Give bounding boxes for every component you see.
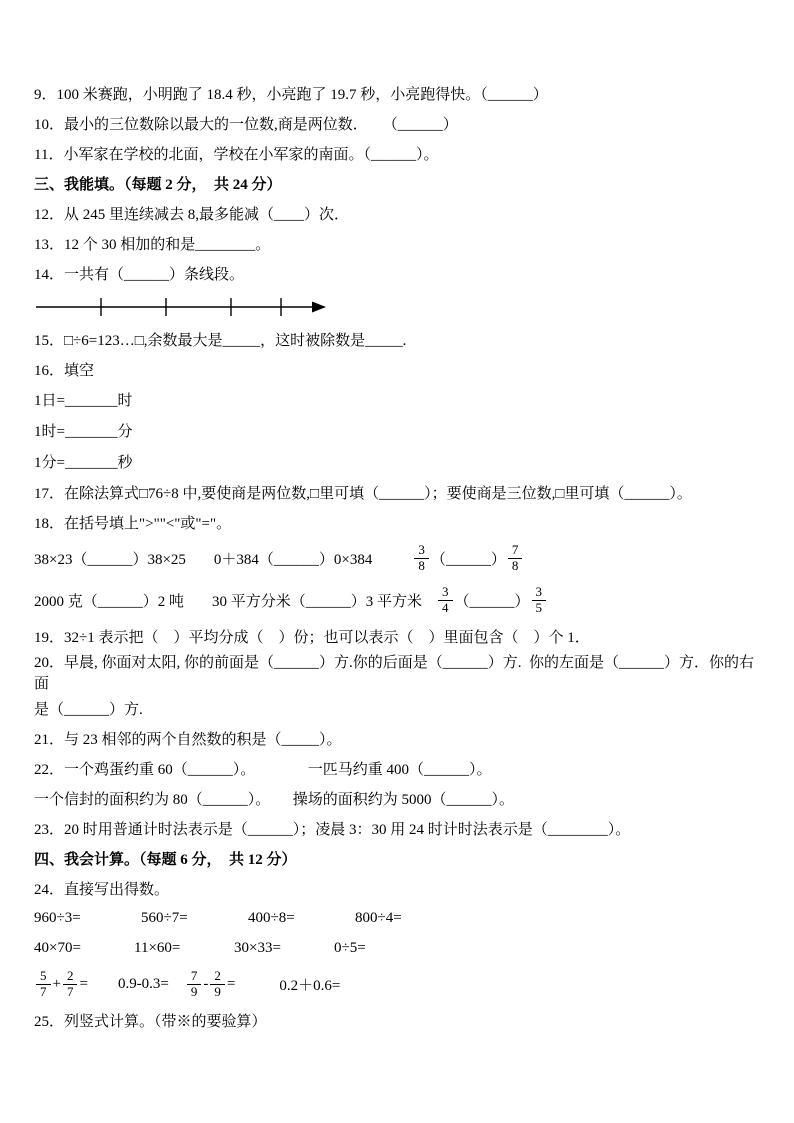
question-24-calc-row-2 bbox=[34, 933, 760, 963]
question-text: 是（______）方. bbox=[34, 701, 143, 718]
question-text: 11．小军家在学校的北面，学校在小军家的南面。（______）。 bbox=[34, 146, 439, 163]
question-text: 15．□÷6=123…□,余数最大是_____，这时被除数是_____. bbox=[34, 332, 407, 349]
fraction-numerator: 5 bbox=[36, 969, 51, 985]
fraction-numerator: 7 bbox=[508, 543, 523, 559]
question-9 bbox=[34, 78, 760, 108]
question-18-row-2 bbox=[34, 579, 760, 621]
fill-blank-text: 1时=_______分 bbox=[34, 424, 133, 440]
question-text: 12．从 245 里连续减去 8,最多能减（____）次． bbox=[34, 206, 350, 223]
question-11 bbox=[34, 138, 760, 168]
question-13 bbox=[34, 228, 760, 258]
fraction-denominator: 4 bbox=[442, 599, 449, 615]
question-text: 19．32÷1 表示把（ ）平均分成（ ）份；也可以表示（ ）里面包含（ ）个 1． bbox=[34, 629, 590, 646]
fraction bbox=[210, 969, 225, 1000]
question-25 bbox=[34, 1005, 760, 1035]
fraction-denominator: 8 bbox=[511, 557, 519, 573]
question-text: 17．在除法算式□76÷8 中,要使商是两位数,□里可填（______）；要使商是三位数,□里可填（______）。 bbox=[34, 485, 692, 502]
section-3-heading bbox=[34, 168, 760, 198]
operator: - bbox=[203, 975, 209, 992]
compare-item: 0＋384（______）0×384 bbox=[213, 551, 373, 568]
question-text: 一个信封的面积约为 80（______）。 操场的面积约为 5000（______）。 bbox=[34, 791, 515, 808]
fraction-denominator: 9 bbox=[214, 983, 221, 999]
question-text: 20．早晨, 你面对太阳, 你的前面是（______）方.你的后面是（______）方. 你的左面是（______）方．你的右面 bbox=[34, 655, 755, 692]
question-18-heading bbox=[34, 507, 760, 537]
calc-expression: 0.9-0.3= bbox=[117, 975, 169, 992]
question-text: 14．一共有（______）条线段。 bbox=[34, 266, 245, 283]
calc-expression: 960÷3= bbox=[34, 909, 81, 926]
fill-blank-text: 1日=_______时 bbox=[34, 393, 133, 409]
equals-sign: = bbox=[79, 975, 88, 992]
question-16 bbox=[34, 354, 760, 384]
question-10 bbox=[34, 108, 760, 138]
calc-expression: 400÷8= bbox=[248, 909, 295, 926]
question-text: 22．一个鸡蛋约重 60（______）。 一匹马约重 400（______）。 bbox=[34, 761, 492, 778]
question-text: 10．最小的三位数除以最大的一位数,商是两位数． （______） bbox=[34, 116, 458, 133]
fraction-numerator: 7 bbox=[187, 969, 202, 985]
question-21 bbox=[34, 723, 760, 753]
fraction-denominator: 5 bbox=[535, 599, 543, 615]
calc-expression: 0.2＋0.6= bbox=[279, 977, 341, 994]
fraction-numerator: 2 bbox=[210, 969, 225, 985]
fraction-denominator: 8 bbox=[418, 557, 425, 573]
question-text: 9．100 米赛跑，小明跑了 18.4 秒，小亮跑了 19.7 秒，小亮跑得快。（______） bbox=[34, 86, 548, 103]
question-20-line-2 bbox=[34, 693, 760, 723]
question-text: 25．列竖式计算。（带※的要验算） bbox=[34, 1013, 267, 1030]
section-heading-text: 四、我会计算。（每题 6 分， 共 12 分） bbox=[34, 851, 297, 868]
question-text: 16．填空 bbox=[34, 362, 95, 379]
fraction-numerator: 2 bbox=[63, 969, 78, 985]
calc-expression: 560÷7= bbox=[141, 909, 188, 926]
fraction-numerator: 3 bbox=[438, 585, 453, 601]
section-4-heading bbox=[34, 843, 760, 873]
question-22-line-1 bbox=[34, 753, 760, 783]
equals-sign: = bbox=[226, 975, 236, 992]
question-18-row-1 bbox=[34, 537, 760, 579]
calc-expression-fraction bbox=[185, 969, 235, 1000]
compare-item: 38×23（______）38×25 bbox=[34, 551, 186, 568]
question-15 bbox=[34, 324, 760, 354]
question-16-blank-hour bbox=[34, 415, 760, 446]
question-19 bbox=[34, 621, 760, 651]
question-24-calc-row-1 bbox=[34, 903, 760, 933]
compare-blank: （______） bbox=[454, 593, 530, 610]
fraction bbox=[187, 969, 202, 1000]
fraction-denominator: 7 bbox=[40, 983, 47, 999]
fraction bbox=[36, 969, 51, 1000]
question-text: 18．在括号填上">""<"或"="。 bbox=[34, 515, 232, 532]
fraction bbox=[63, 969, 78, 1000]
question-14-figure-row bbox=[34, 288, 760, 324]
question-20-line-1 bbox=[34, 651, 760, 693]
question-text: 23．20 时用普通计时法表示是（______）；凌晨 3：30 用 24 时计时法表示是（________）。 bbox=[34, 821, 631, 838]
calc-expression: 11×60= bbox=[134, 939, 181, 956]
calc-expression: 30×33= bbox=[234, 939, 281, 956]
question-text: 21．与 23 相邻的两个自然数的积是（_____）。 bbox=[34, 731, 342, 748]
fill-blank-text: 1分=_______秒 bbox=[34, 455, 133, 471]
question-text: 13．12 个 30 相加的和是________。 bbox=[34, 236, 271, 253]
question-22-line-2 bbox=[34, 783, 760, 813]
line-segment-figure bbox=[34, 292, 334, 320]
operator: + bbox=[52, 975, 61, 992]
question-16-blank-day bbox=[34, 384, 760, 415]
question-text: 24．直接写出得数。 bbox=[34, 881, 170, 898]
arrow-head-icon bbox=[312, 302, 326, 313]
question-14 bbox=[34, 258, 760, 288]
calc-expression: 40×70= bbox=[34, 939, 81, 956]
fraction-denominator: 7 bbox=[66, 983, 74, 999]
question-16-blank-minute bbox=[34, 446, 760, 477]
fraction-numerator: 3 bbox=[532, 585, 547, 601]
question-17 bbox=[34, 477, 760, 507]
calc-expression: 0÷5= bbox=[334, 939, 366, 956]
fraction bbox=[414, 543, 429, 574]
compare-item: 30 平方分米（______）3 平方米 bbox=[212, 593, 423, 610]
question-24 bbox=[34, 873, 760, 903]
calc-expression: 800÷4= bbox=[355, 909, 402, 926]
question-24-calc-row-3 bbox=[34, 963, 760, 1005]
question-12 bbox=[34, 198, 760, 228]
fraction bbox=[532, 585, 547, 616]
section-heading-text: 三、我能填。（每题 2 分， 共 24 分） bbox=[34, 176, 282, 193]
fraction bbox=[508, 543, 523, 574]
fraction bbox=[438, 585, 453, 616]
fraction-denominator: 9 bbox=[190, 983, 198, 999]
calc-expression-fraction bbox=[34, 969, 88, 1000]
fraction-numerator: 3 bbox=[414, 543, 429, 559]
compare-item: 2000 克（______）2 吨 bbox=[34, 593, 185, 610]
compare-blank: （______） bbox=[430, 551, 506, 568]
question-23 bbox=[34, 813, 760, 843]
